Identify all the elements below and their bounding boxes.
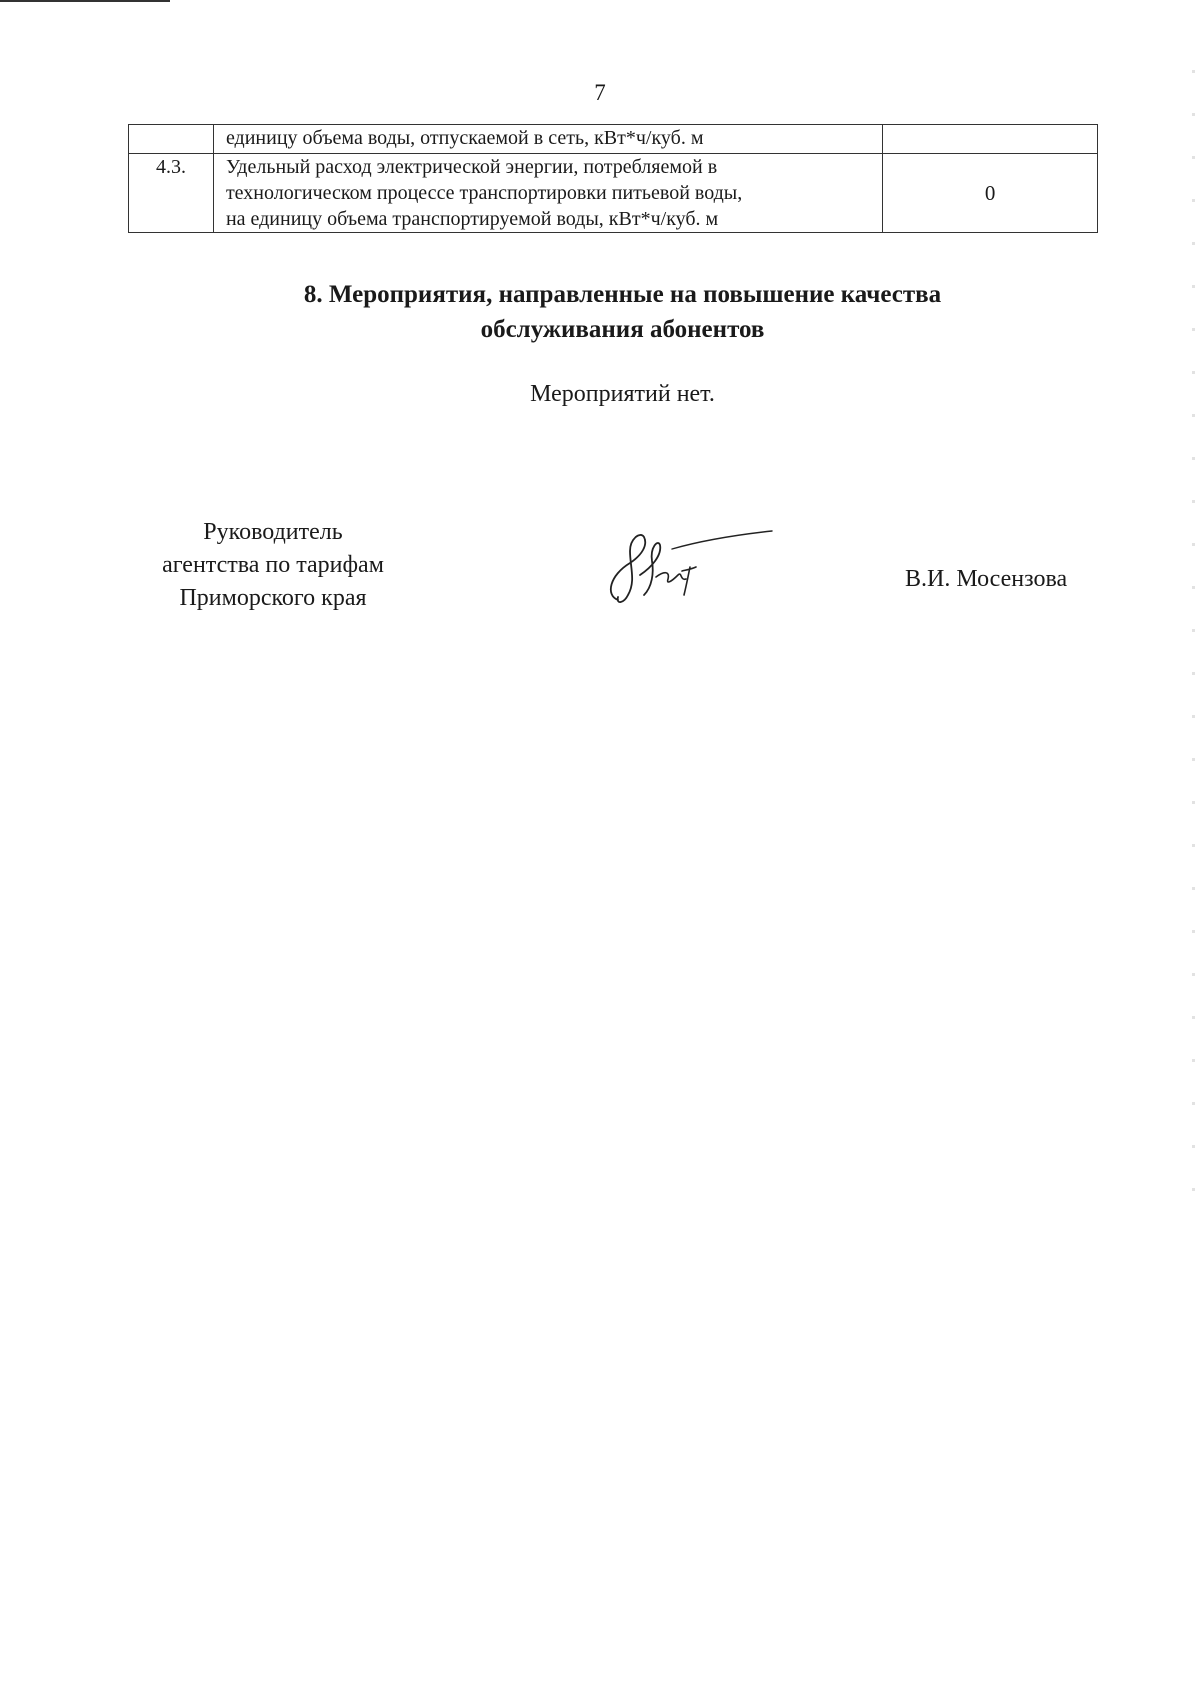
row-number: [129, 125, 214, 154]
indicator-name: [213, 125, 882, 154]
position-line: Руководитель: [203, 519, 343, 545]
indicator-value: [883, 125, 1098, 154]
row-number: 4.3.: [129, 154, 214, 233]
indicators-table: [128, 124, 1098, 233]
signatory-name: В.И. Мосензова: [905, 566, 1068, 592]
indicator-name: [213, 154, 882, 233]
scan-edge-mark: [0, 0, 170, 2]
page-number: 7: [594, 80, 606, 105]
section-heading-line: обслуживания абонентов: [480, 316, 765, 343]
section-heading-line: 8. Мероприятия, направленные на повышение качества: [303, 281, 942, 308]
indicator-name-line: Удельный расход электрической энергии, потребляемой в: [225, 156, 718, 178]
section-heading: [0, 277, 1200, 347]
indicator-name-line: на единицу объема транспортируемой воды, кВт*ч/куб. м: [225, 208, 719, 230]
section-note: Мероприятий нет.: [530, 381, 715, 407]
position-line: агентства по тарифам: [162, 552, 384, 578]
table-row: [129, 154, 1098, 233]
indicator-name-line: единицу объема воды, отпускаемой в сеть, кВт*ч/куб. м: [225, 127, 704, 149]
indicator-name-line: технологическом процессе транспортировки питьевой воды,: [225, 182, 743, 204]
indicator-value: 0: [883, 154, 1098, 233]
scan-edge-specks: [1192, 30, 1195, 1230]
signatory-position: [118, 516, 428, 615]
position-line: Приморского края: [179, 585, 367, 611]
table-row: [129, 125, 1098, 154]
handwritten-signature: [600, 515, 780, 615]
